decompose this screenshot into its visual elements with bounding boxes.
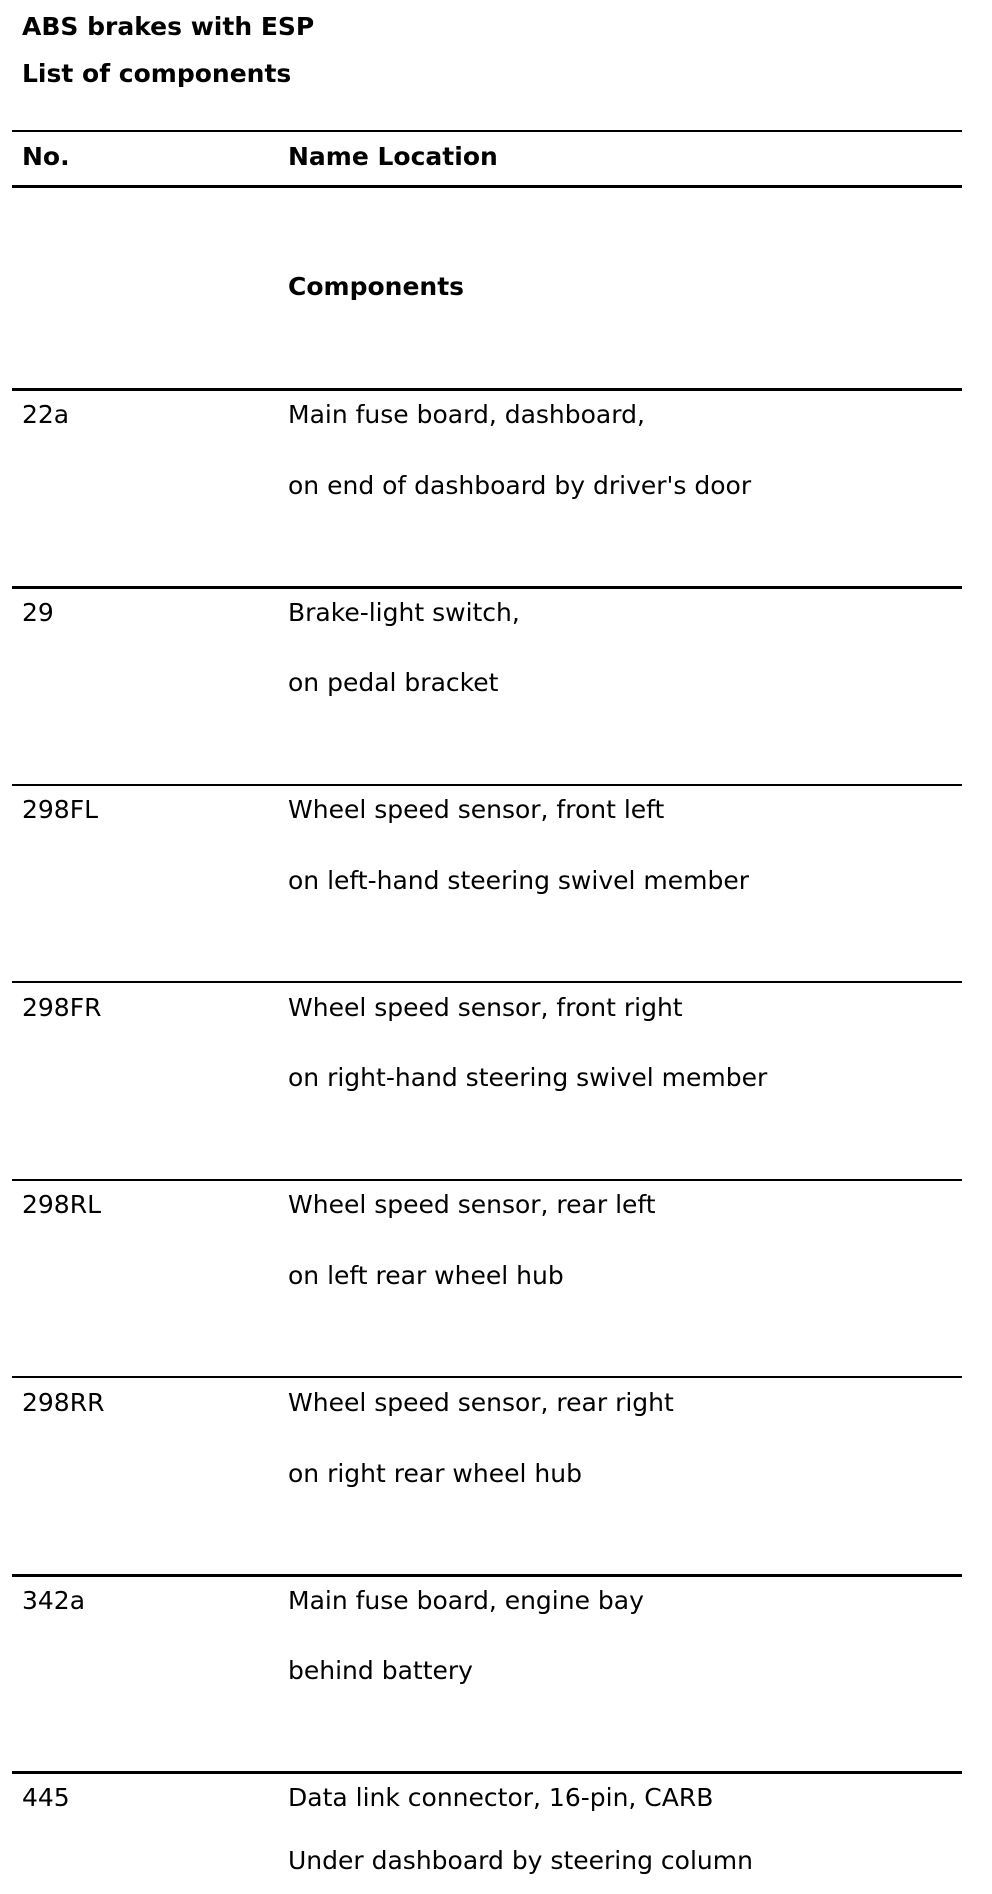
row-separator [12,1574,962,1577]
row-no: 22a [22,400,70,429]
row-separator [12,784,962,786]
header-rule [12,185,962,188]
row-no: 298RR [22,1388,105,1417]
row-separator [12,1179,962,1181]
section-heading: Components [288,272,465,301]
row-name: Main fuse board, engine bay [288,1586,644,1615]
row-no: 298FR [22,993,102,1022]
row-separator [12,586,962,589]
row-separator [12,1771,962,1774]
row-name: Wheel speed sensor, rear right [288,1388,674,1417]
row-location: on right rear wheel hub [288,1459,582,1488]
row-no: 342a [22,1586,86,1615]
row-location: on left-hand steering swivel member [288,866,749,895]
row-no: 29 [22,598,54,627]
row-name: Main fuse board, dashboard, [288,400,645,429]
header-name-location: Name Location [288,142,498,171]
document-subtitle: List of components [22,59,292,88]
row-no: 298RL [22,1190,102,1219]
row-name: Wheel speed sensor, front right [288,993,683,1022]
document-title: ABS brakes with ESP [22,12,315,41]
row-name: Data link connector, 16-pin, CARB [288,1783,714,1812]
row-separator [12,1376,962,1378]
row-name: Wheel speed sensor, front left [288,795,665,824]
row-separator [12,981,962,983]
row-location: behind battery [288,1656,473,1685]
row-location: on end of dashboard by driver's door [288,471,752,500]
row-location: on left rear wheel hub [288,1261,564,1290]
row-location: on right-hand steering swivel member [288,1063,768,1092]
row-location: on pedal bracket [288,668,499,697]
row-no: 445 [22,1783,70,1812]
table-top-rule [12,130,962,132]
row-location: Under dashboard by steering column [288,1846,753,1875]
header-no: No. [22,142,70,171]
row-separator [12,388,962,391]
row-name: Wheel speed sensor, rear left [288,1190,656,1219]
row-no: 298FL [22,795,99,824]
row-name: Brake-light switch, [288,598,520,627]
